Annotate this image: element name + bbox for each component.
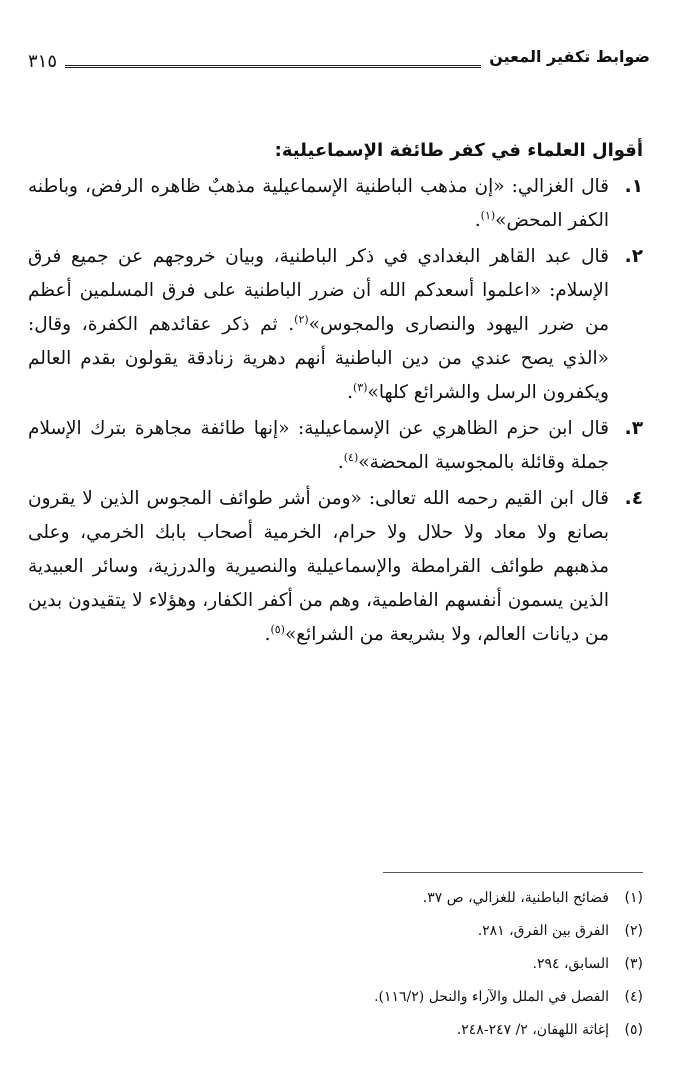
footnote (33, 1014, 643, 1047)
footnote-separator (383, 872, 643, 873)
quote-tail: . (347, 382, 353, 403)
item-text (28, 412, 609, 480)
quote-tail: . ثم ذكر عقائدهم الكفرة، وقال: «الذي يصح عندي من دين الباطنية أنهم دهرية زنادقة يقولون بقدم العالم ويكفرون الرسل والشرائع كلها» (28, 314, 609, 403)
footnote-ref[interactable]: (١) (480, 208, 496, 222)
footnote (33, 882, 643, 915)
item-text (28, 482, 609, 652)
footnote-ref[interactable]: (٢) (294, 312, 309, 326)
footnote-ref[interactable]: (٥) (270, 622, 285, 636)
item-number: ١. (624, 176, 643, 197)
footnote-text: إغاثة اللهفان، ٢/ ٢٤٧-٢٤٨. (456, 1022, 609, 1038)
quote-text: قال ابن حزم الظاهري عن الإسماعيلية: «إنها طائفة مجاهرة بترك الإسلام جملة وقائلة بالمجوسية المحضة» (28, 418, 609, 473)
quote-tail: . (264, 624, 271, 645)
footnote-text: السابق، ٢٩٤. (532, 956, 609, 972)
footnote (33, 981, 643, 1014)
quote-tail: . (474, 210, 481, 231)
page-header (28, 40, 650, 80)
footnote-number: (٣) (624, 956, 643, 972)
quotes-list (28, 170, 643, 654)
footnote (33, 948, 643, 981)
footnote-text: الفرق بين الفرق، ٢٨١. (477, 923, 609, 939)
footnote-text: الفصل في الملل والآراء والنحل (١١٦/٢). (374, 989, 609, 1005)
footnote-number: (٤) (624, 989, 643, 1005)
quote-text: قال ابن القيم رحمه الله تعالى: «ومن أشر طوائف المجوس الذين لا يقرون بصانع ولا معاد ولا حلال ولا حرام، الخرمية أصحاب بابك الخرمي، وعلى مذهبهم طوائف القرامطة والإسماعيلية والنصيرية والدرزية، وسائر العبيدية الذين يسمون أنفسهم الفاطمية، وهم من أكفر الكفار، وهؤلاء لا يتقيدون بدين من ديانات العالم، ولا بشريعة من الشرائع» (28, 488, 609, 645)
footnote-number: (٢) (624, 923, 643, 939)
item-text (28, 170, 609, 238)
footnotes (33, 882, 643, 1047)
footnote-number: (١) (624, 890, 643, 906)
list-item (28, 240, 643, 410)
footnote-text: فضائح الباطنية، للغزالي، ص ٣٧. (422, 890, 609, 906)
item-number: ٤. (624, 488, 643, 509)
quote-tail: . (337, 452, 344, 473)
header-rule (65, 65, 481, 68)
footnote-number: (٥) (624, 1022, 643, 1038)
item-number: ٢. (624, 246, 643, 267)
item-text (28, 240, 609, 410)
footnote-ref[interactable]: (٣) (352, 380, 368, 394)
list-item (28, 170, 643, 238)
quote-text: قال عبد القاهر البغدادي في ذكر الباطنية، وبيان خروجهم عن جميع فرق الإسلام: «اعلموا أسعدكم الله أن ضرر الباطنية على فرق المسلمين أعظم من ضرر اليهود والنصارى والمجوس» (28, 246, 609, 335)
section-heading: أقوال العلماء في كفر طائفة الإسماعيلية: (274, 140, 643, 161)
page-number: ٣١٥ (28, 51, 58, 72)
list-item (28, 482, 643, 652)
footnote (33, 915, 643, 948)
item-number: ٣. (624, 418, 643, 439)
list-item (28, 412, 643, 480)
footnote-ref[interactable]: (٤) (343, 450, 359, 464)
quote-text: قال الغزالي: «إن مذهب الباطنية الإسماعيلية مذهبٌ ظاهره الرفض، وباطنه الكفر المحض» (28, 176, 609, 231)
running-title: ضوابط تكفير المعين (489, 47, 650, 66)
